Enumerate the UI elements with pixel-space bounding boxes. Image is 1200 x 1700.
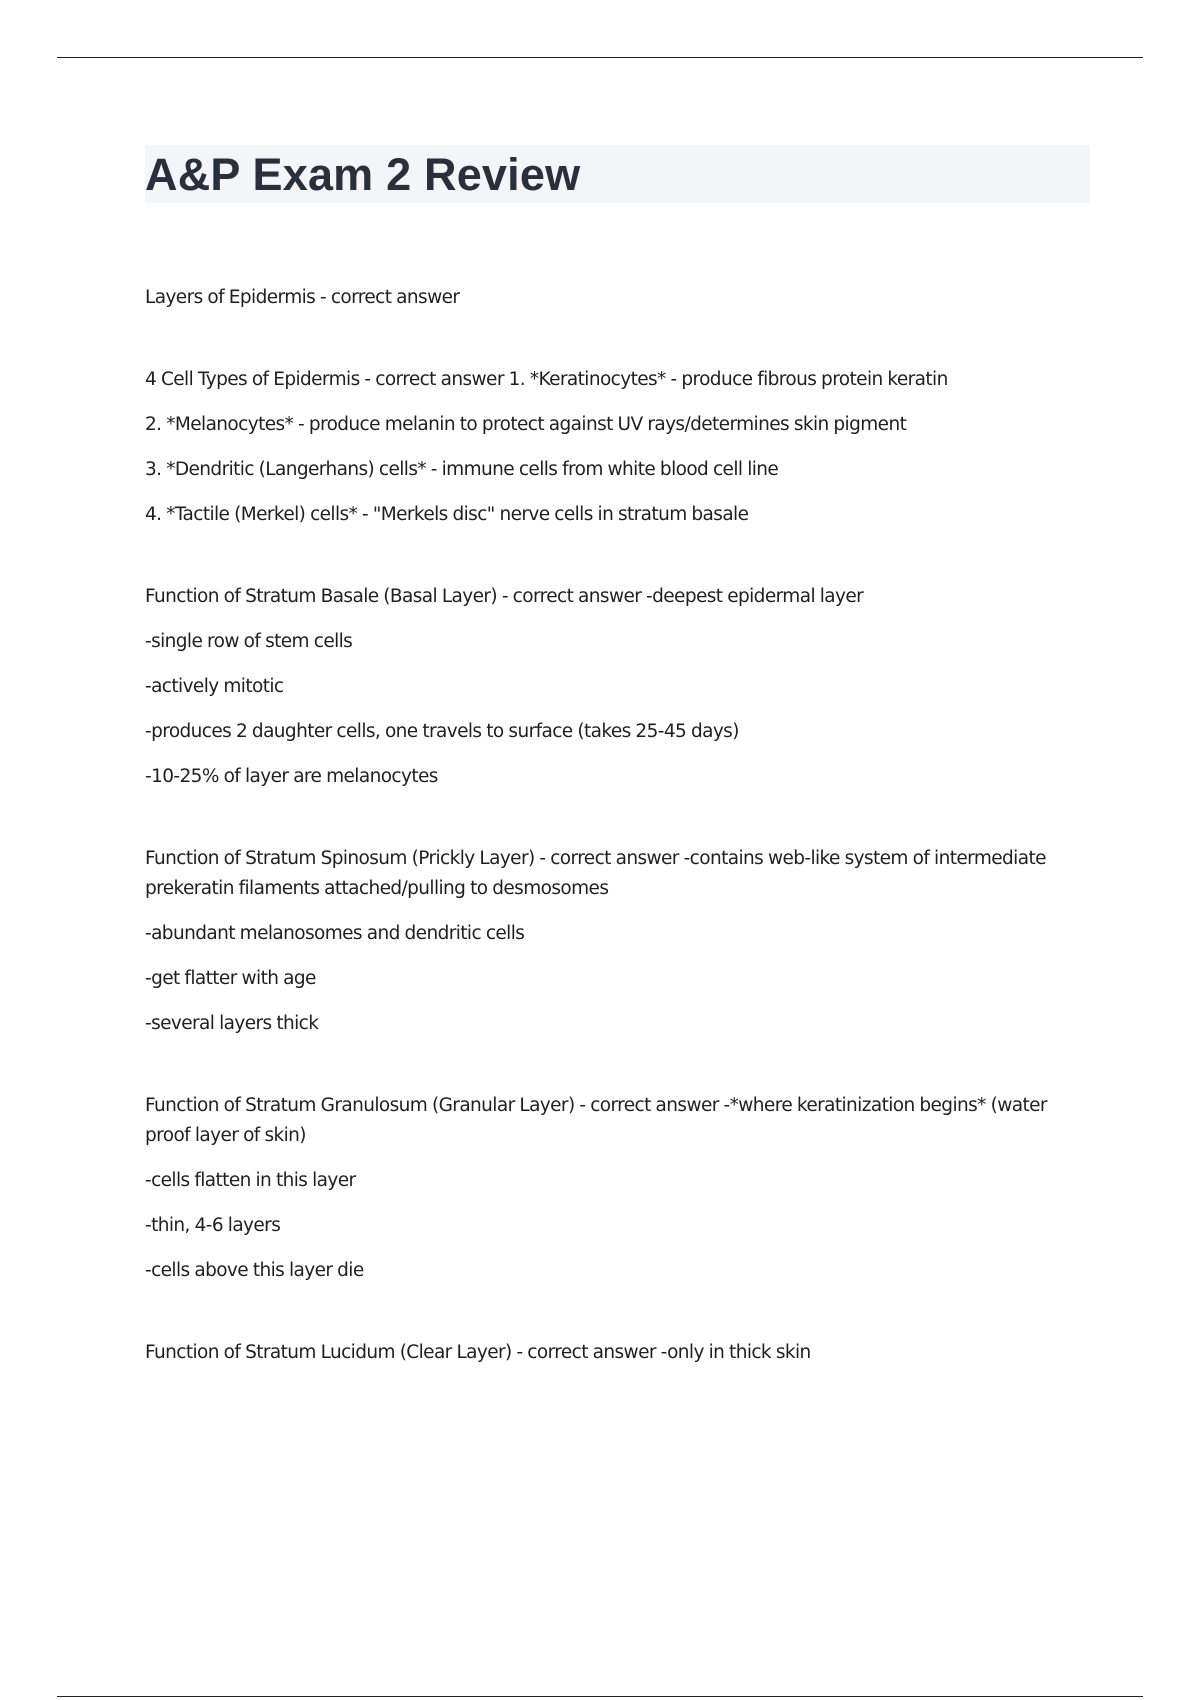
qa-line: Function of Stratum Basale (Basal Layer) - correct answer -deepest epidermal layer (145, 586, 864, 607)
qa-line: -get flatter with age (145, 968, 316, 989)
qa-line: Function of Stratum Spinosum (Prickly Layer) - correct answer -contains web-like system of intermediate prekeratin filaments attached/pulling to desmosomes (145, 848, 1046, 899)
top-rule (57, 57, 1143, 58)
qa-line: -cells flatten in this layer (145, 1170, 356, 1191)
qa-line: -actively mitotic (145, 676, 284, 697)
qa-entry-stratum-spinosum (145, 844, 1090, 1039)
qa-line: -single row of stem cells (145, 631, 353, 652)
qa-entry-stratum-granulosum (145, 1091, 1090, 1286)
qa-line: Layers of Epidermis - correct answer (145, 287, 460, 308)
title-band (145, 145, 1090, 203)
qa-line: Function of Stratum Lucidum (Clear Layer) - correct answer -only in thick skin (145, 1342, 811, 1363)
qa-line: 4. *Tactile (Merkel) cells* - "Merkels disc" nerve cells in stratum basale (145, 504, 749, 525)
document-title: A&P Exam 2 Review (145, 148, 581, 200)
qa-line: Function of Stratum Granulosum (Granular Layer) - correct answer -*where keratinization begins* (water proof layer of skin) (145, 1095, 1047, 1146)
qa-line: -produces 2 daughter cells, one travels to surface (takes 25-45 days) (145, 721, 739, 742)
qa-line: -several layers thick (145, 1013, 319, 1034)
qa-line: 2. *Melanocytes* - produce melanin to protect against UV rays/determines skin pigment (145, 414, 907, 435)
qa-line: -thin, 4-6 layers (145, 1215, 281, 1236)
qa-entry-stratum-lucidum (145, 1338, 1090, 1368)
qa-entry-stratum-basale (145, 582, 1090, 792)
qa-line: 4 Cell Types of Epidermis - correct answer 1. *Keratinocytes* - produce fibrous protein keratin (145, 369, 948, 390)
document-body (145, 145, 1090, 1420)
qa-entry-layers-of-epidermis (145, 283, 1090, 313)
bottom-rule (57, 1696, 1143, 1697)
qa-line: -10-25% of layer are melanocytes (145, 766, 438, 787)
qa-line: -abundant melanosomes and dendritic cells (145, 923, 525, 944)
qa-entry-cell-types (145, 365, 1090, 530)
qa-line: 3. *Dendritic (Langerhans) cells* - immune cells from white blood cell line (145, 459, 779, 480)
qa-line: -cells above this layer die (145, 1260, 364, 1281)
